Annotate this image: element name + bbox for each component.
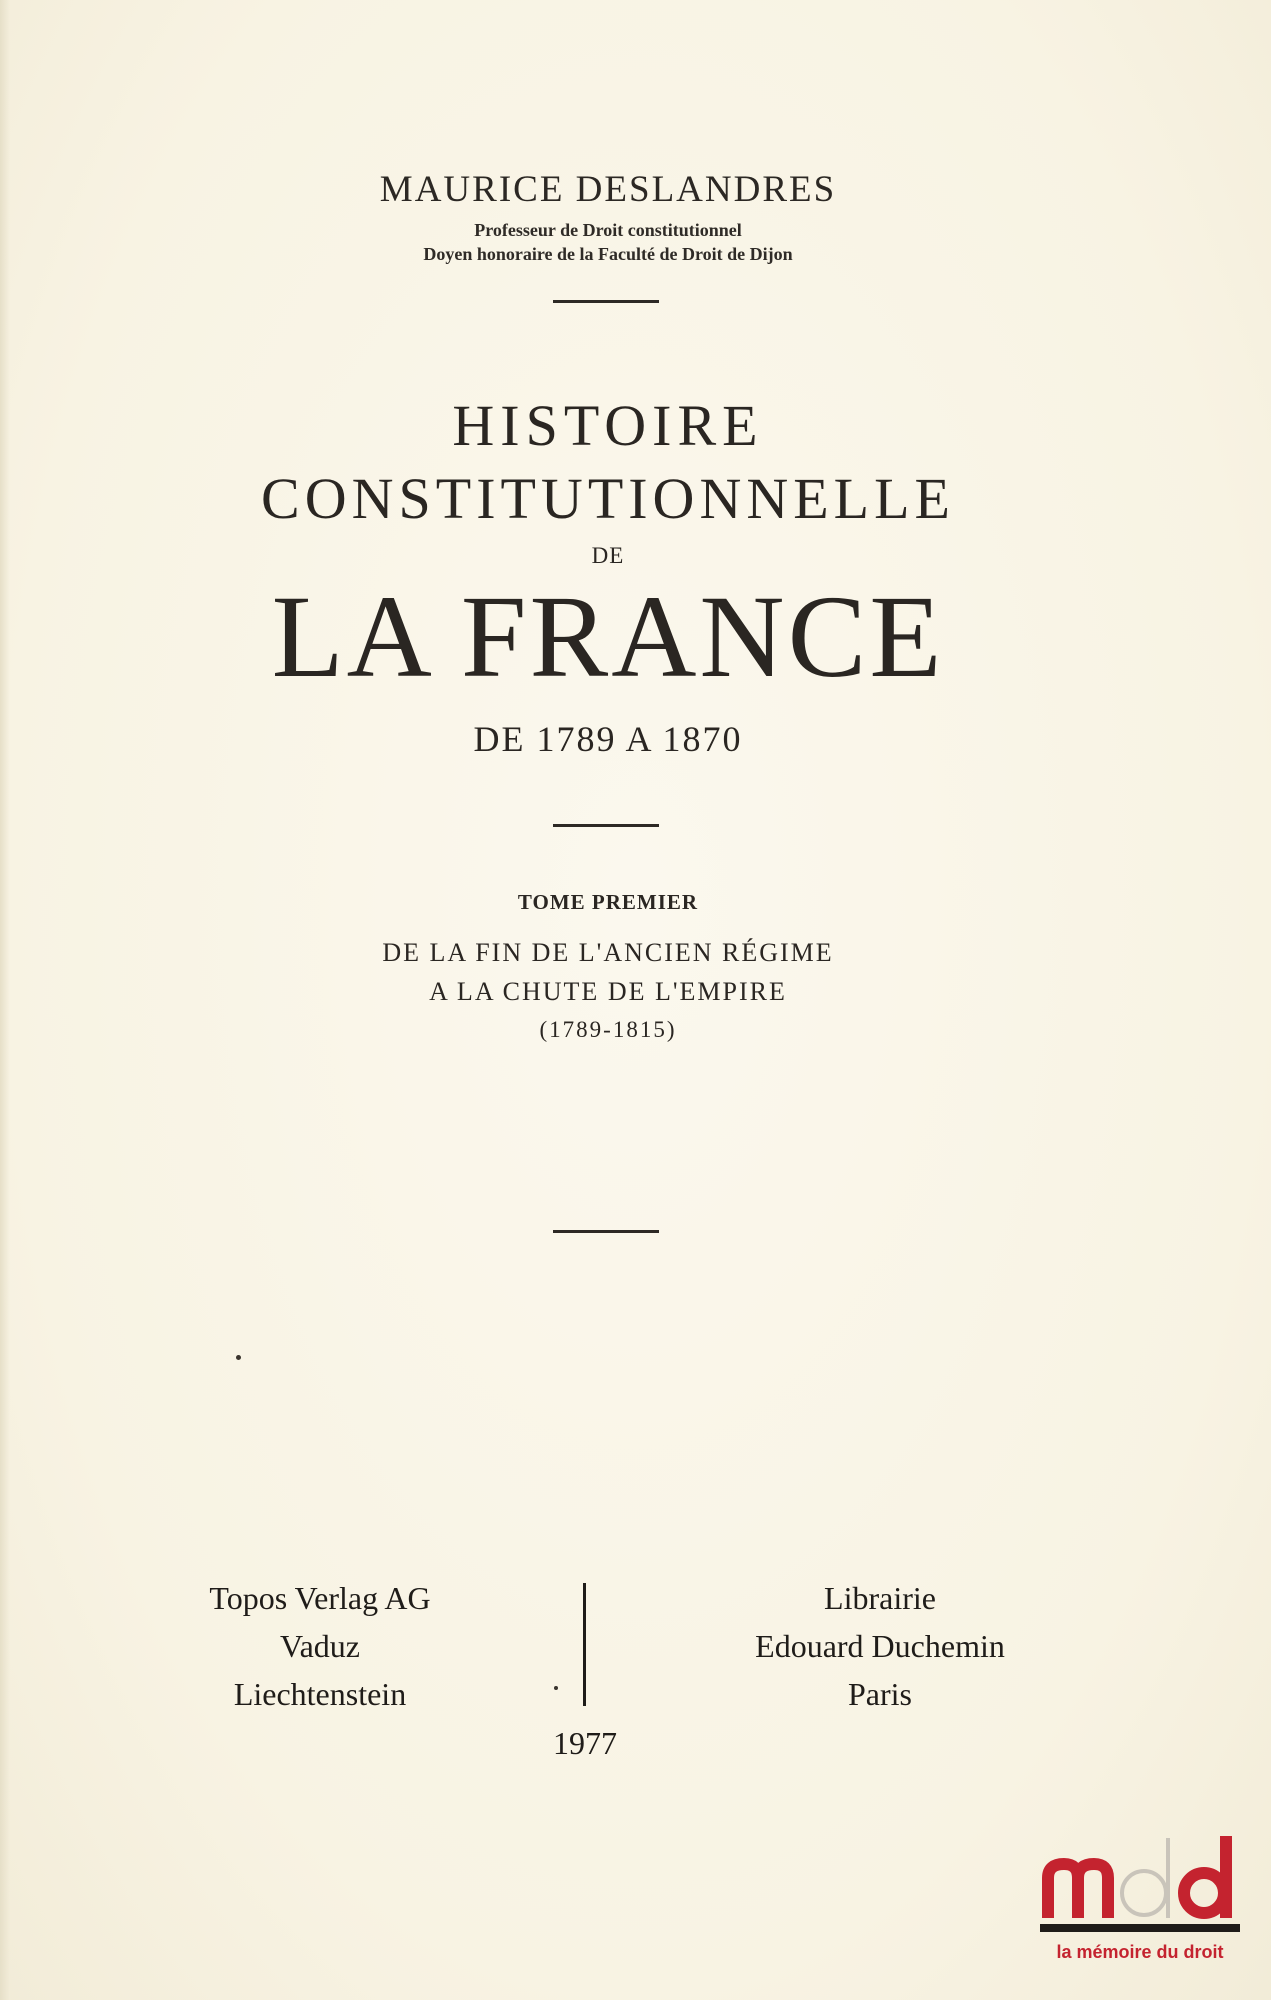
publisher-left xyxy=(170,1574,470,1718)
title-dates: DE 1789 A 1870 xyxy=(473,719,743,759)
title-main: LA FRANCE xyxy=(271,571,945,702)
publisher-left-line: Topos Verlag AG xyxy=(209,1580,431,1616)
title-line-1: HISTOIRE xyxy=(452,393,764,458)
mdd-logo xyxy=(1040,1830,1240,1970)
author-position-1: Professeur de Droit constitutionnel xyxy=(474,220,742,240)
publication-year: 1977 xyxy=(553,1725,617,1761)
publisher-divider xyxy=(583,1583,586,1706)
divider-rule xyxy=(553,1230,659,1233)
title-line-3: DE xyxy=(591,543,625,568)
author-name: MAURICE DESLANDRES xyxy=(379,169,837,210)
publisher-right xyxy=(700,1574,1060,1718)
divider-rule xyxy=(553,824,659,827)
volume-subtitle-2: A LA CHUTE DE L'EMPIRE xyxy=(429,977,787,1006)
mdd-logo-mark xyxy=(1040,1830,1240,1934)
title-line-2: CONSTITUTIONNELLE xyxy=(261,466,955,531)
publisher-right-line: Librairie xyxy=(824,1580,936,1616)
publisher-right-line: Paris xyxy=(848,1676,912,1712)
volume-subtitle-1: DE LA FIN DE L'ANCIEN RÉGIME xyxy=(382,938,834,967)
publisher-left-line: Liechtenstein xyxy=(233,1676,407,1712)
volume-label: TOME PREMIER xyxy=(517,890,699,914)
volume-years: (1789-1815) xyxy=(539,1017,677,1042)
paper-speck xyxy=(554,1686,558,1690)
mdd-logo-tagline: la mémoire du droit xyxy=(1056,1942,1224,1962)
divider-rule xyxy=(553,300,659,303)
publisher-right-line: Edouard Duchemin xyxy=(755,1628,1005,1664)
publisher-left-line: Vaduz xyxy=(280,1628,360,1664)
paper-speck xyxy=(236,1355,241,1360)
author-position-2: Doyen honoraire de la Faculté de Droit de Dijon xyxy=(423,244,793,264)
